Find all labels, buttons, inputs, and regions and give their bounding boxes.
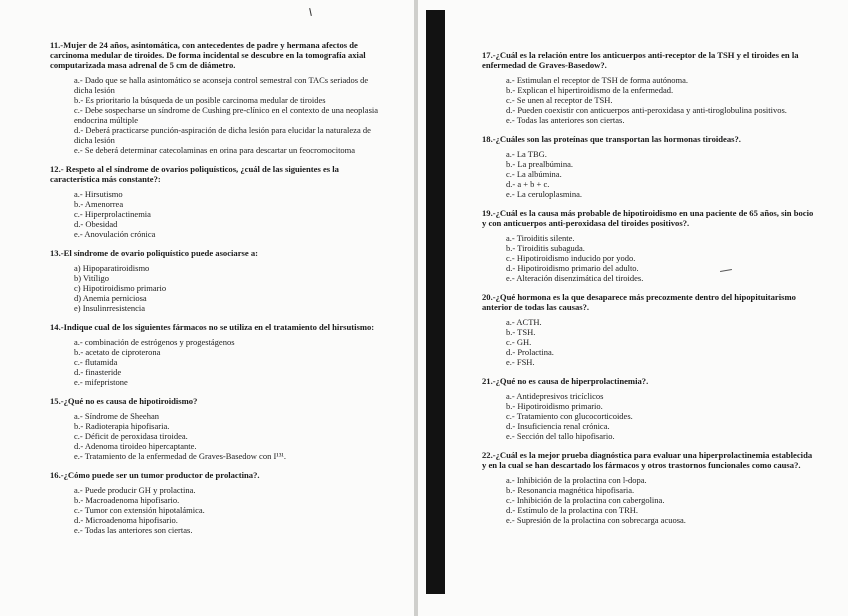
option-d: d.- a + b + c. [506, 179, 550, 189]
question-stem: 12.- Respeto al el síndrome de ovarios poliquísticos, ¿cuál de las siguientes es la característica más constante?: [50, 164, 339, 184]
answer-options [482, 233, 814, 283]
option-a: a.- Estimulan el receptor de TSH de forma autónoma. [506, 75, 689, 85]
question-stem: 17.-¿Cuál es la relación entre los anticuerpos anti-receptor de la TSH y el tiroides en la enfermedad de Graves-Basedow?. [482, 50, 799, 70]
answer-options [482, 475, 814, 525]
option-e: e.- La ceruloplasmina. [506, 189, 582, 199]
option-c: c.- Debe sospecharse un síndrome de Cushing pre-clínico en el contexto de una neoplasia endocrina múltiple [74, 105, 379, 125]
option-a: a.- La TBG. [506, 149, 547, 159]
option-b: b.- Es prioritario la búsqueda de un posible carcinoma medular de tiroides [74, 95, 326, 105]
option-d: d.- Microadenoma hipofisario. [74, 515, 178, 525]
question-20 [482, 292, 814, 367]
option-d: d.- Obesidad [74, 219, 118, 229]
option-d: d.- Pueden coexistir con anticuerpos anti-peroxidasa y anti-tiroglobulina positivos. [506, 105, 787, 115]
question-stem: 19.-¿Cuál es la causa más probable de hipotiroidismo en una paciente de 65 años, sin bocio y con anticuerpos anti-peroxidasa del tiroides positivos?. [482, 208, 814, 228]
option-e: e.- mifepristone [74, 377, 128, 387]
option-b: b.- Explican el hipertiroidismo de la enfermedad. [506, 85, 674, 95]
question-21 [482, 376, 814, 441]
answer-options [482, 75, 814, 125]
option-c: c.- GH. [506, 337, 532, 347]
option-b: b.- La prealbúmina. [506, 159, 574, 169]
option-a: a.- Síndrome de Sheehan [74, 411, 159, 421]
question-15 [50, 396, 386, 461]
answer-options [50, 263, 386, 313]
option-c: c.- Se unen al receptor de TSH. [506, 95, 613, 105]
option-b: b.- Macroadenoma hipofisario. [74, 495, 180, 505]
option-d: d.- Insuficiencia renal crónica. [506, 421, 610, 431]
option-e: e.- Todas las anteriores son ciertas. [506, 115, 625, 125]
answer-options [482, 391, 814, 441]
option-b: b) Vitíligo [74, 273, 109, 283]
option-a: a) Hipoparatiroidismo [74, 263, 150, 273]
question-17 [482, 50, 814, 125]
option-e: e.- Sección del tallo hipofisario. [506, 431, 615, 441]
option-c: c.- Inhibición de la prolactina con cabergolina. [506, 495, 665, 505]
option-c: c) Hipotiroidismo primario [74, 283, 167, 293]
question-19 [482, 208, 814, 283]
question-stem: 22.-¿Cuál es la mejor prueba diagnóstica para evaluar una hiperprolactinemia establecida y en la cual se han descartado los fármacos y otros trastornos funcionales como causa?. [482, 450, 813, 470]
answer-options [482, 149, 814, 199]
option-c: c.- flutamida [74, 357, 118, 367]
option-d: d.- Adenoma tiroideo hipercaptante. [74, 441, 197, 451]
option-a: a.- combinación de estrógenos y progestágenos [74, 337, 235, 347]
question-22 [482, 450, 814, 525]
question-stem: 14.-Indique cual de los siguientes fármacos no se utiliza en el tratamiento del hirsutismo: [50, 322, 375, 332]
question-13 [50, 248, 386, 313]
right-question-column [482, 50, 814, 534]
answer-options [50, 411, 386, 461]
question-14 [50, 322, 386, 387]
answer-options [50, 189, 386, 239]
answer-options [50, 337, 386, 387]
option-e: e.- Todas las anteriores son ciertas. [74, 525, 193, 535]
option-a: a.- Dado que se halla asintomático se aconseja control semestral con TACs seriados de dicha lesión [74, 75, 369, 95]
option-a: a.- Antidepresivos tricíclicos [506, 391, 604, 401]
option-e: e) Insulinrresistencia [74, 303, 146, 313]
option-a: a.- ACTH. [506, 317, 542, 327]
option-b: b.- Tiroiditis subaguda. [506, 243, 585, 253]
option-c: c.- Déficit de peroxidasa tiroidea. [74, 431, 188, 441]
answer-options [50, 485, 386, 535]
option-b: b.- TSH. [506, 327, 536, 337]
option-e: e.- Supresión de la prolactina con sobrecarga acuosa. [506, 515, 686, 525]
option-e: e.- Se deberá determinar catecolaminas en orina para descartar un feocromocitoma [74, 145, 356, 155]
option-d: d.- finasteride [74, 367, 122, 377]
left-question-column [50, 40, 386, 544]
option-d: d) Anemia perniciosa [74, 293, 147, 303]
answer-options [50, 75, 386, 155]
option-c: c.- Tratamiento con glucocorticoides. [506, 411, 633, 421]
option-c: c.- La albúmina. [506, 169, 562, 179]
question-stem: 15.-¿Qué no es causa de hipotiroidismo? [50, 396, 198, 406]
option-a: a.- Hirsutismo [74, 189, 123, 199]
question-stem: 21.-¿Qué no es causa de hiperprolactinemia?. [482, 376, 649, 386]
option-e: e.- Anovulación crónica [74, 229, 156, 239]
option-e: e.- FSH. [506, 357, 535, 367]
binding-shadow [426, 10, 445, 594]
option-d: d.- Hipotiroidismo primario del adulto. [506, 263, 639, 273]
answer-options [482, 317, 814, 367]
question-stem: 13.-El síndrome de ovario poliquístico puede asociarse a: [50, 248, 259, 258]
option-b: b.- Radioterapia hipofisaria. [74, 421, 170, 431]
question-stem: 20.-¿Qué hormona es la que desaparece más precozmente dentro del hipopituitarismo anterior de todas las causas?. [482, 292, 796, 312]
question-16 [50, 470, 386, 535]
option-a: a.- Inhibición de la prolactina con l-dopa. [506, 475, 647, 485]
question-18 [482, 134, 814, 199]
question-11 [50, 40, 386, 155]
question-stem: 18.-¿Cuáles son las proteínas que transportan las hormonas tiroideas?. [482, 134, 741, 144]
question-stem: 16.-¿Cómo puede ser un tumor productor de prolactina?. [50, 470, 260, 480]
option-b: b.- Resonancia magnética hipofisaria. [506, 485, 635, 495]
option-c: c.- Hipotiroidismo inducido por yodo. [506, 253, 636, 263]
option-a: a.- Tiroiditis silente. [506, 233, 575, 243]
option-e: e.- Alteración disenzimática del tiroides. [506, 273, 644, 283]
option-c: c.- Hiperprolactinemia [74, 209, 151, 219]
option-b: b.- acetato de ciproterona [74, 347, 161, 357]
option-d: d.- Estímulo de la prolactina con TRH. [506, 505, 639, 515]
option-e: e.- Tratamiento de la enfermedad de Graves-Basedow con I¹³¹. [74, 451, 287, 461]
question-12 [50, 164, 386, 239]
question-stem: 11.-Mujer de 24 años, asintomática, con antecedentes de padre y hermana afectos de carcinoma medular de tiroides. De forma incidental se descubre en la tomografía axial computarizada masa adrenal de 5 cm de diámetro. [50, 40, 366, 70]
option-d: d.- Prolactina. [506, 347, 554, 357]
option-b: b.- Amenorrea [74, 199, 124, 209]
option-a: a.- Puede producir GH y prolactina. [74, 485, 196, 495]
option-d: d.- Deberá practicarse punción-aspiración de dicha lesión para elucidar la naturaleza de dicha lesión [74, 125, 371, 145]
option-c: c.- Tumor con extensión hipotalámica. [74, 505, 205, 515]
option-b: b.- Hipotiroidismo primario. [506, 401, 603, 411]
